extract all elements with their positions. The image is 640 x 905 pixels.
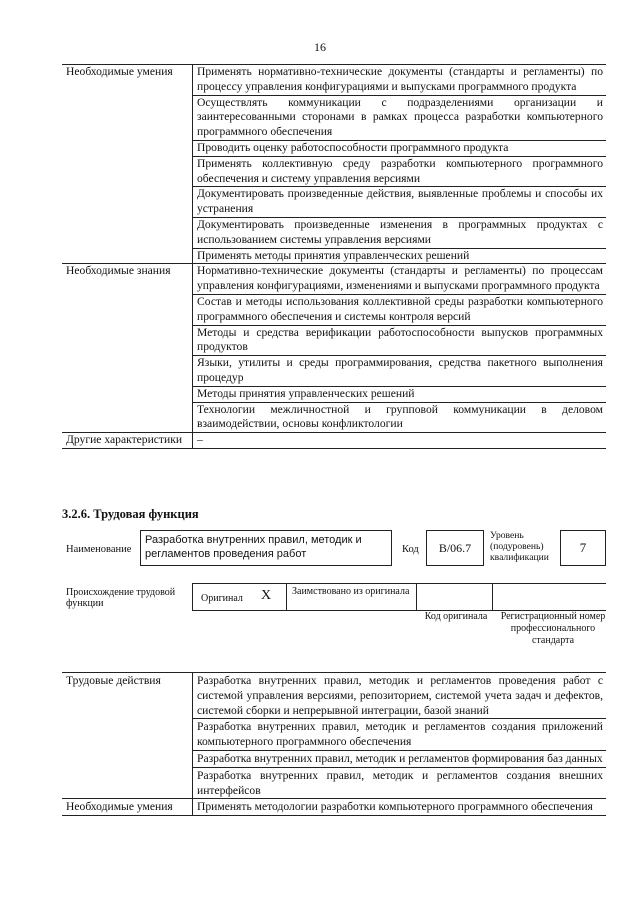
list-item: Языки, утилиты и среды программирования, средства пакетного выполнения процедур: [193, 356, 607, 387]
table-row: [62, 799, 606, 816]
section-title: 3.2.6. Трудовая функция: [62, 507, 199, 521]
origin-code-cell: [416, 584, 493, 610]
origin-label: Происхождение трудовой функции: [66, 587, 176, 609]
list-item: Разработка внутренних правил, методик и регламентов создания приложений компьютерного программного обеспечения: [193, 719, 607, 751]
level-box: 7: [560, 530, 606, 566]
list-item: Разработка внутренних правил, методик и регламентов создания внешних интерфейсов: [193, 767, 607, 799]
function-table: [62, 672, 606, 816]
list-item: Нормативно-технические документы (стандарты и регламенты) по процессам управления конфигурациями, изменениями и выпусками программного продукта: [193, 264, 607, 295]
origin-mark: X: [261, 588, 272, 603]
list-item: –: [193, 433, 607, 449]
list-item: Методы и средства верификации работоспособности выпусков программных продуктов: [193, 325, 607, 356]
caption-code: Код оригинала: [424, 611, 488, 622]
table-row: [62, 65, 606, 96]
row-label-actions: Трудовые действия: [66, 674, 161, 687]
origin-original-label: Оригинал: [201, 593, 243, 604]
list-item: Разработка внутренних правил, методик и регламентов формирования баз данных: [193, 750, 607, 767]
row-label-other: Другие характеристики: [66, 433, 183, 447]
list-item: Методы принятия управленческих решений: [193, 386, 607, 402]
page-number: 16: [314, 40, 326, 54]
list-item: Применять нормативно-технические документы (стандарты и регламенты) по процессу управления конфигурациями и выпусками программного продукта: [193, 65, 607, 96]
caption-reg: Регистрационный номер профессионального стандарта: [500, 611, 606, 646]
table-row: [62, 673, 606, 719]
origin-original-cell: [192, 584, 287, 610]
row-label-knowledge: Необходимые знания: [66, 264, 171, 278]
row-label-skills: Необходимые умения: [66, 65, 173, 78]
level-label: Уровень (подуровень) квалификации: [490, 530, 549, 563]
origin-borrowed-label: Заимствовано из оригинала: [292, 586, 410, 597]
list-item: Состав и методы использования коллективной среды разработки компьютерного программного обеспечения и системы контроля версий: [193, 294, 607, 325]
list-item: Применять методологии разработки компьютерного программного обеспечения: [193, 799, 607, 816]
code-box: B/06.7: [426, 530, 484, 566]
row-label-skills-2: Необходимые умения: [66, 800, 173, 814]
list-item: Технологии межличностной и групповой коммуникации в деловом взаимодействии, основы конфликтологии: [193, 402, 607, 433]
origin-reg-cell: [492, 584, 606, 610]
table-row: [62, 264, 606, 295]
list-item: Применять коллективную среду разработки компьютерного программного обеспечения и систему управления версиями: [193, 156, 607, 187]
table-row: [62, 433, 606, 449]
list-item: Документировать произведенные изменения в программных продуктах с использованием системы управления версиями: [193, 217, 607, 248]
code-label: Код: [402, 544, 419, 555]
list-item: Документировать произведенные действия, выявленные проблемы и способы их устранения: [193, 187, 607, 218]
list-item: Осуществлять коммуникации с подразделениями организации и заинтересованными сторонами в рамках процесса разработки компьютерного программного обеспечения: [193, 95, 607, 140]
name-label: Наименование: [66, 544, 132, 555]
list-item: Применять методы принятия управленческих решений: [193, 248, 607, 264]
origin-grid: [192, 583, 606, 611]
function-name-box: Разработка внутренних правил, методик и регламентов проведения работ: [140, 530, 392, 566]
list-item: Разработка внутренних правил, методик и регламентов проведения работ с системой управления версиями, репозиторием, системой учета задач и дефектов, системой сборки и непрерывной интеграции, базой знаний: [193, 673, 607, 719]
requirements-table: [62, 64, 606, 449]
origin-borrowed-cell: [286, 584, 417, 610]
list-item: Проводить оценку работоспособности программного продукта: [193, 140, 607, 156]
